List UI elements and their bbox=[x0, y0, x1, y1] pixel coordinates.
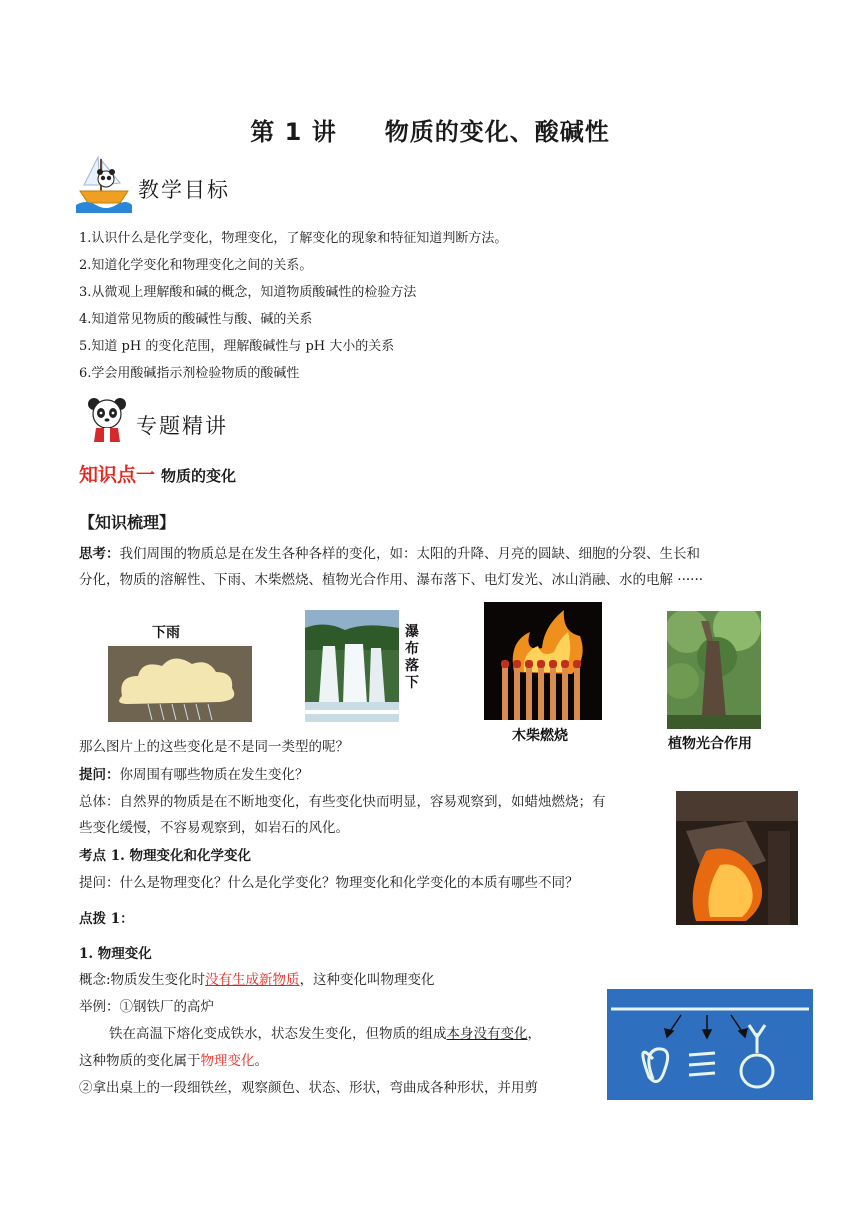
explain2-pre: 这种物质的变化属于 bbox=[79, 1053, 201, 1069]
goal-item: 5.知道 pH 的变化范围，理解酸碱性与 pH 大小的关系 bbox=[79, 339, 395, 354]
page-title bbox=[0, 112, 860, 147]
physical-heading: 1. 物理变化 bbox=[79, 946, 152, 962]
knowledge-point-name: 物质的变化 bbox=[161, 467, 237, 485]
goals-heading: 教学目标 bbox=[138, 178, 230, 202]
wire-shapes-photo bbox=[607, 989, 813, 1100]
ask2-text: 提问：什么是物理变化？什么是化学变化？物理变化和化学变化的本质有哪些不同？ bbox=[79, 875, 579, 891]
goal-item: 2.知道化学变化和物理变化之间的关系。 bbox=[79, 258, 313, 273]
plant-photo bbox=[667, 611, 761, 729]
review-heading: 【知识梳理】 bbox=[79, 513, 176, 532]
explain-pre: 铁在高温下熔化变成铁水，状态发生变化，但物质的组成 bbox=[109, 1026, 447, 1042]
think-paragraph bbox=[79, 541, 799, 593]
summary-line1: 总体：自然界的物质是在不断地变化，有些变化快而明显，容易观察到，如蜡烛燃烧；有 bbox=[79, 794, 606, 810]
think-line1: 我们周围的物质总是在发生各种各样的变化，如：太阳的升降、月亮的圆缺、细胞的分裂、生长和 bbox=[119, 546, 700, 562]
concept-post: ，这种变化叫物理变化 bbox=[299, 972, 435, 988]
goal-item: 3.从微观上理解酸和碱的概念，知道物质酸碱性的检验方法 bbox=[79, 285, 417, 300]
hint-label: 点拨 1： bbox=[79, 911, 134, 927]
wood-caption: 木柴燃烧 bbox=[512, 728, 568, 744]
summary-line2: 些变化缓慢，不容易观察到，如岩石的风化。 bbox=[79, 820, 349, 836]
wood-burning-photo bbox=[484, 602, 602, 720]
ask-text: 你周围有哪些物质在发生变化？ bbox=[119, 767, 309, 783]
think-line2: 分化，物质的溶解性、下雨、木柴燃烧、植物光合作用、瀑布落下、电灯发光、冰山消融、水的电解 ······ bbox=[79, 572, 704, 588]
rain-caption: 下雨 bbox=[152, 625, 180, 641]
explain-post: ， bbox=[527, 1026, 541, 1042]
physical-concept bbox=[79, 967, 435, 993]
lesson-topic: 物质的变化、酸碱性 bbox=[384, 118, 610, 146]
lesson-number: 第 1 讲 bbox=[250, 118, 337, 146]
goal-item: 4.知道常见物质的酸碱性与酸、碱的关系 bbox=[79, 312, 313, 327]
physical-explain bbox=[109, 1021, 541, 1047]
concept-pre: 概念:物质发生变化时 bbox=[79, 972, 206, 988]
plant-caption: 植物光合作用 bbox=[668, 736, 752, 752]
panda-icon bbox=[86, 396, 128, 444]
focus-heading: 专题精讲 bbox=[136, 414, 228, 438]
ask-label: 提问： bbox=[79, 767, 120, 783]
summary-paragraph bbox=[79, 789, 669, 841]
concept-key: 没有生成新物质 bbox=[205, 972, 300, 988]
waterfall-caption: 瀑布落下 bbox=[405, 624, 419, 691]
exam-point-heading: 考点 1. 物理变化和化学变化 bbox=[79, 848, 251, 864]
physical-explain2 bbox=[79, 1048, 268, 1074]
explain-underlined: 本身没有变化 bbox=[446, 1026, 528, 1042]
ask-paragraph bbox=[79, 762, 309, 788]
think-label: 思考： bbox=[79, 546, 120, 562]
physical-example: 举例：①钢铁厂的高炉 bbox=[79, 999, 214, 1015]
furnace-photo bbox=[676, 791, 798, 925]
explain2-key: 物理变化 bbox=[200, 1053, 255, 1069]
goal-item: 6.学会用酸碱指示剂检验物质的酸碱性 bbox=[79, 366, 300, 381]
panda-boat-icon bbox=[76, 155, 132, 213]
knowledge-point-label: 知识点一 bbox=[79, 464, 156, 486]
goal-item: 1.认识什么是化学变化，物理变化，了解变化的现象和特征知道判断方法。 bbox=[79, 231, 508, 246]
explain2-post: 。 bbox=[254, 1053, 268, 1069]
question-text: 那么图片上的这些变化是不是同一类型的呢？ bbox=[79, 739, 349, 755]
rain-photo bbox=[108, 646, 252, 722]
physical-example2: ②拿出桌上的一段细铁丝，观察颜色、状态、形状，弯曲成各种形状，并用剪 bbox=[79, 1080, 538, 1096]
knowledge-point-heading bbox=[79, 460, 236, 487]
waterfall-photo bbox=[305, 610, 399, 722]
